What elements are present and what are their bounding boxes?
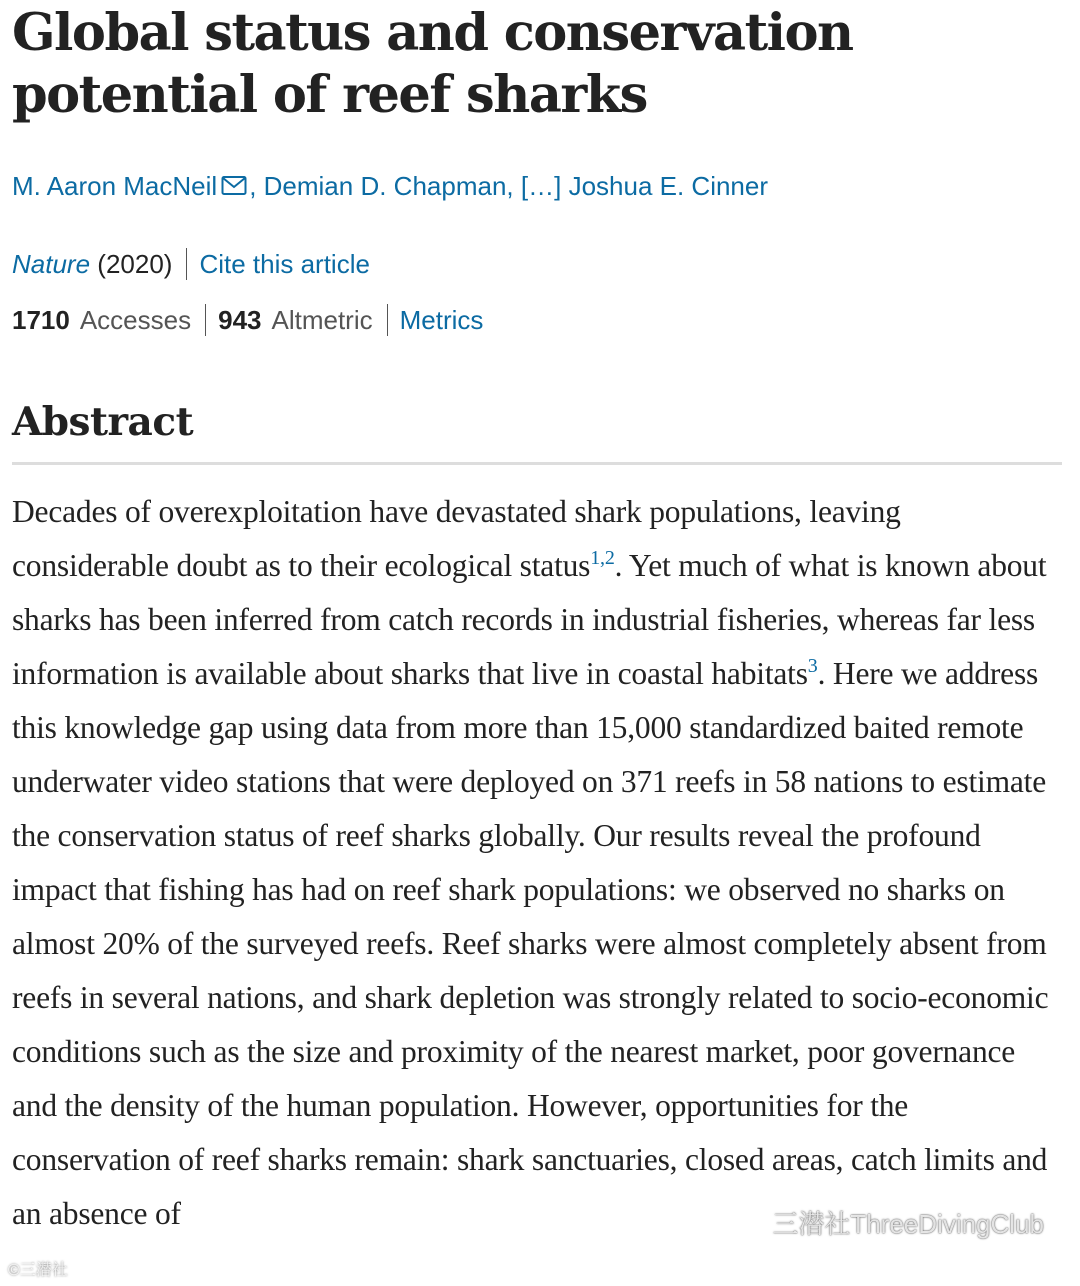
abstract-text (12, 485, 1062, 1241)
cite-article-link[interactable]: Cite this article (199, 249, 370, 279)
author-link-chapman[interactable]: Demian D. Chapman (263, 171, 507, 201)
abstract-segment: . Yet much of what is known about sharks has been inferred from catch records in industrial fisheries, whereas far less information is available about sharks that live in coastal habitats (12, 548, 1047, 691)
journal-link[interactable]: Nature (12, 249, 91, 279)
watermark-left: ©三潜社 (8, 1262, 68, 1279)
divider (205, 304, 206, 336)
metrics-link[interactable]: Metrics (399, 305, 484, 335)
author-separator: , (506, 171, 521, 201)
accesses-count: 1710 (12, 305, 70, 335)
article-page (12, 0, 1062, 1241)
author-list (12, 170, 1062, 204)
publication-year: (2020) (97, 249, 173, 279)
abstract-segment: . Here we address this knowledge gap using data from more than 15,000 standardized baited remote underwater video stations that were deployed on 371 reefs in 58 nations to estimate the conservation status of reef sharks globally. Our results reveal the profound impact that fishing has had on reef shark populations: we observed no sharks on almost 20% of the surveyed reefs. Reef sharks were almost completely absent from reefs in several nations, and shark depletion was strongly related to socio-economic conditions such as the size and proximity of the nearest market, poor governance and the density of the human population. However, opportunities for the conservation of reef sharks remain: shark sanctuaries, closed areas, catch limits and an absence of (12, 656, 1049, 1231)
publication-info (12, 248, 1062, 280)
wechat-icon (726, 1207, 766, 1246)
reference-link[interactable]: 1,2 (590, 547, 615, 569)
mail-icon[interactable] (221, 172, 247, 204)
altmetric-label: Altmetric (271, 305, 373, 335)
author-link-macneil[interactable]: M. Aaron MacNeil (12, 171, 218, 201)
author-separator: , (249, 171, 264, 201)
accesses-label: Accesses (79, 305, 192, 335)
watermark-text: 三潜社ThreeDivingClub (772, 1209, 1044, 1239)
divider (387, 304, 388, 336)
altmetric-score: 943 (218, 305, 262, 335)
author-link-cinner[interactable]: Joshua E. Cinner (568, 171, 769, 201)
divider (186, 248, 187, 280)
watermark (726, 1204, 1044, 1246)
abstract-segment: Decades of overexploitation have devastated shark populations, leaving considerable doubt as to their ecological status (12, 494, 901, 583)
show-all-authors-button[interactable]: […] (520, 171, 562, 201)
article-metrics (12, 304, 1062, 336)
abstract-heading: Abstract (12, 398, 1062, 465)
reference-link[interactable]: 3 (807, 655, 818, 677)
article-title: Global status and conservation potential of reef sharks (12, 3, 853, 125)
